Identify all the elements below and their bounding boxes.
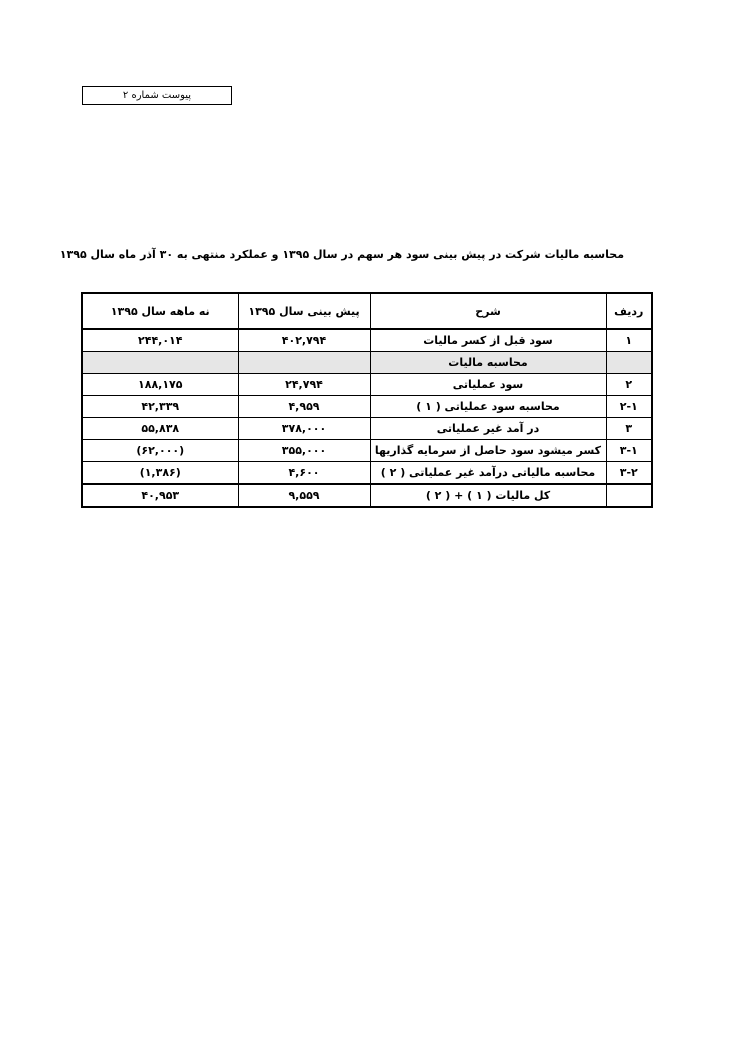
table-total-row bbox=[82, 484, 652, 507]
total-forecast-cell: ۹,۵۵۹ bbox=[238, 484, 370, 507]
header-nine-months-1395: نه ماهه سال ۱۳۹۵ bbox=[82, 293, 238, 329]
forecast-cell bbox=[238, 352, 370, 374]
row-number-cell bbox=[606, 352, 652, 374]
table-row bbox=[82, 462, 652, 485]
appendix-label: پیوست شماره ۲ bbox=[82, 86, 232, 105]
table-row bbox=[82, 329, 652, 352]
total-nine-months-cell: ۴۰,۹۵۳ bbox=[82, 484, 238, 507]
description-cell: سود عملیاتی bbox=[370, 374, 606, 396]
nine-months-cell bbox=[82, 352, 238, 374]
row-number-cell: ۲ bbox=[606, 374, 652, 396]
row-number-cell: ۱ bbox=[606, 329, 652, 352]
header-forecast-1395: پیش بینی سال ۱۳۹۵ bbox=[238, 293, 370, 329]
row-number-cell: ۳-۱ bbox=[606, 440, 652, 462]
description-cell: کسر میشود سود حاصل از سرمایه گذاریها bbox=[370, 440, 606, 462]
table-row bbox=[82, 396, 652, 418]
description-cell: سود قبل از کسر مالیات bbox=[370, 329, 606, 352]
table-header-row bbox=[82, 293, 652, 329]
description-cell: در آمد غیر عملیاتی bbox=[370, 418, 606, 440]
description-cell: محاسبه مالیات bbox=[370, 352, 606, 374]
nine-months-cell: ۴۲,۳۳۹ bbox=[82, 396, 238, 418]
nine-months-cell: (۶۲,۰۰۰) bbox=[82, 440, 238, 462]
nine-months-cell: ۵۵,۸۳۸ bbox=[82, 418, 238, 440]
table-row bbox=[82, 440, 652, 462]
description-cell: محاسبه سود عملیاتی ( ۱ ) bbox=[370, 396, 606, 418]
forecast-cell: ۴,۶۰۰ bbox=[238, 462, 370, 485]
row-number-cell: ۲-۱ bbox=[606, 396, 652, 418]
forecast-cell: ۲۴,۷۹۴ bbox=[238, 374, 370, 396]
total-description-cell: کل مالیات ( ۱ ) + ( ۲ ) bbox=[370, 484, 606, 507]
header-description: شرح bbox=[370, 293, 606, 329]
nine-months-cell: ۲۴۴,۰۱۴ bbox=[82, 329, 238, 352]
tax-calculation-table bbox=[81, 292, 653, 508]
row-number-cell: ۳-۲ bbox=[606, 462, 652, 485]
table-row bbox=[82, 418, 652, 440]
table-row-section-heading bbox=[82, 352, 652, 374]
forecast-cell: ۴,۹۵۹ bbox=[238, 396, 370, 418]
forecast-cell: ۳۵۵,۰۰۰ bbox=[238, 440, 370, 462]
header-row-number: ردیف bbox=[606, 293, 652, 329]
table-row bbox=[82, 374, 652, 396]
nine-months-cell: (۱,۳۸۶) bbox=[82, 462, 238, 485]
row-number-cell bbox=[606, 484, 652, 507]
forecast-cell: ۳۷۸,۰۰۰ bbox=[238, 418, 370, 440]
row-number-cell: ۳ bbox=[606, 418, 652, 440]
description-cell: محاسبه مالیاتی درآمد غیر عملیاتی ( ۲ ) bbox=[370, 462, 606, 485]
nine-months-cell: ۱۸۸,۱۷۵ bbox=[82, 374, 238, 396]
document-title: محاسبه مالیات شرکت در پیش بینی سود هر سهم در سال ۱۳۹۵ و عملکرد منتهی به ۳۰ آذر ماه سال ۱۳۹۵ bbox=[59, 248, 624, 261]
forecast-cell: ۴۰۲,۷۹۴ bbox=[238, 329, 370, 352]
